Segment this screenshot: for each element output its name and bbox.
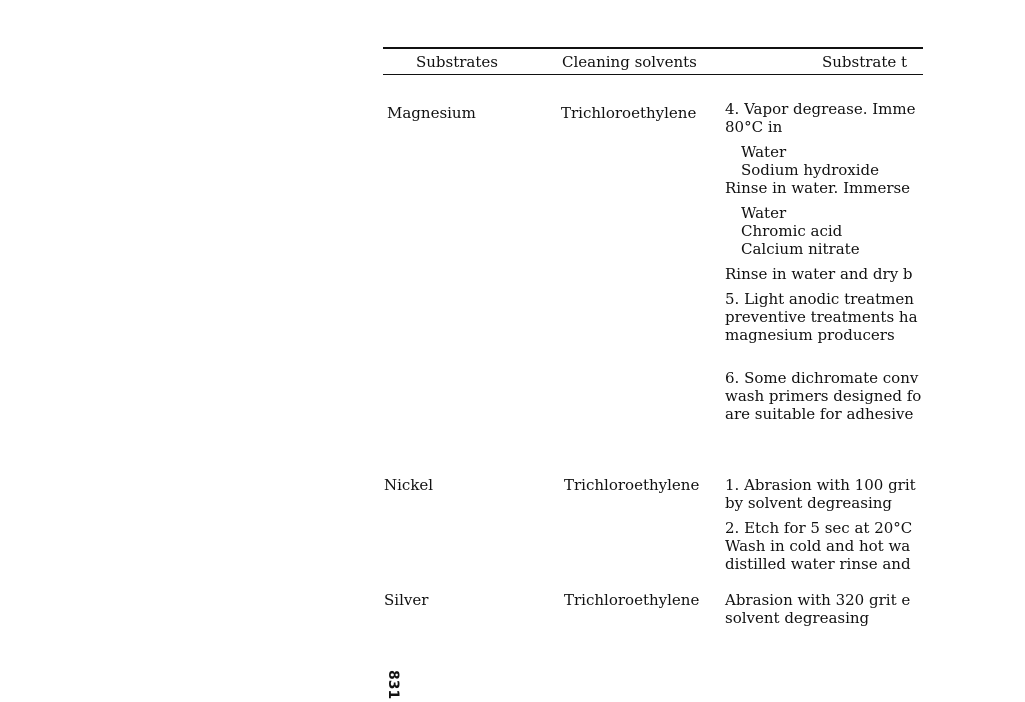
text-line: preventive treatments ha bbox=[725, 308, 918, 326]
solvent-nickel: Trichloroethylene bbox=[564, 476, 700, 494]
header-cleaning-solvents: Cleaning solvents bbox=[562, 53, 697, 71]
text-line: 2. Etch for 5 sec at 20°C bbox=[725, 519, 913, 537]
list-item: Water bbox=[741, 204, 787, 222]
table-header-rule bbox=[383, 74, 923, 75]
solvent-silver: Trichloroethylene bbox=[564, 591, 700, 609]
treatment-magnesium-list2 bbox=[725, 204, 1025, 258]
treatment-magnesium-step6 bbox=[725, 369, 1025, 423]
substrate-magnesium: Magnesium bbox=[387, 104, 476, 122]
page-number: 831 bbox=[385, 670, 401, 700]
substrate-nickel: Nickel bbox=[384, 476, 434, 494]
text-line: 4. Vapor degrease. Imme bbox=[725, 100, 916, 118]
table-top-rule bbox=[383, 47, 923, 49]
list-item: Water bbox=[741, 143, 787, 161]
text-line: Abrasion with 320 grit e bbox=[725, 591, 911, 609]
treatment-magnesium-rinse bbox=[725, 265, 1025, 283]
text-line: 80°C in bbox=[725, 118, 783, 136]
text-line: by solvent degreasing bbox=[725, 494, 893, 512]
list-item: Sodium hydroxide bbox=[741, 161, 880, 179]
treatment-magnesium-step5 bbox=[725, 290, 1025, 344]
text-line: Rinse in water. Immerse bbox=[725, 179, 911, 197]
text-line: magnesium producers bbox=[725, 326, 895, 344]
text-line: 1. Abrasion with 100 grit bbox=[725, 476, 916, 494]
header-substrates: Substrates bbox=[416, 53, 498, 71]
text-line: solvent degreasing bbox=[725, 609, 870, 627]
treatment-magnesium-list1 bbox=[725, 143, 1025, 197]
text-line: distilled water rinse and bbox=[725, 555, 911, 573]
list-item: Chromic acid bbox=[741, 222, 843, 240]
header-substrate-treatment: Substrate t bbox=[822, 53, 908, 71]
text-line: are suitable for adhesive bbox=[725, 405, 914, 423]
treatment-nickel-step1 bbox=[725, 476, 1025, 512]
treatment-nickel-step2 bbox=[725, 519, 1025, 573]
text-line: Rinse in water and dry b bbox=[725, 265, 913, 283]
solvent-magnesium: Trichloroethylene bbox=[561, 104, 697, 122]
text-line: Wash in cold and hot wa bbox=[725, 537, 911, 555]
list-item: Calcium nitrate bbox=[741, 240, 860, 258]
substrate-silver: Silver bbox=[384, 591, 429, 609]
text-line: 5. Light anodic treatmen bbox=[725, 290, 914, 308]
text-line: 6. Some dichromate conv bbox=[725, 369, 919, 387]
treatment-silver bbox=[725, 591, 1025, 627]
text-line: wash primers designed fo bbox=[725, 387, 922, 405]
treatment-magnesium-step4 bbox=[725, 100, 1025, 136]
